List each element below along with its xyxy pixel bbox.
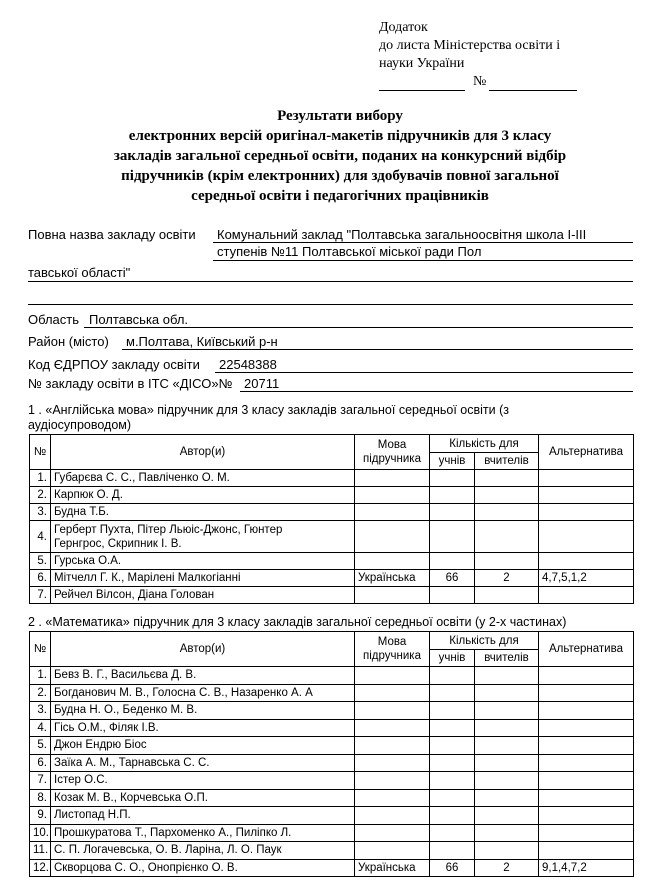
row-alt — [539, 754, 634, 772]
row-teachers — [475, 521, 539, 553]
row-students — [430, 521, 475, 553]
number-sign: № — [473, 74, 487, 89]
row-no: 2. — [30, 487, 51, 504]
row-author: Істер О.С. — [51, 772, 355, 790]
row-teachers — [475, 504, 539, 521]
col-alternative-header: Альтернатива — [539, 435, 634, 470]
table-row — [30, 737, 634, 755]
table-row — [30, 859, 634, 877]
addendum-line-3: науки України — [379, 56, 465, 71]
row-alt — [539, 553, 634, 570]
full-name-underline-2 — [213, 260, 633, 261]
row-lang — [355, 807, 430, 825]
row-lang — [355, 772, 430, 790]
title-line-4: підручників (крім електронних) для здобувачів повної загальної — [121, 168, 559, 184]
row-lang — [355, 487, 430, 504]
row-alt — [539, 470, 634, 487]
row-lang — [355, 684, 430, 702]
table-row — [30, 521, 634, 553]
blank-underline — [28, 304, 633, 305]
row-lang — [355, 587, 430, 604]
row-teachers — [475, 719, 539, 737]
row-no: 6. — [30, 570, 51, 587]
row-no: 12. — [30, 859, 51, 877]
row-teachers — [475, 587, 539, 604]
addendum-line-2: до листа Міністерства освіти і — [379, 38, 561, 53]
its-value: 20711 — [244, 376, 280, 391]
row-students: 66 — [430, 859, 475, 877]
row-author: Скворцова С. О., Онопрієнко О. В. — [51, 859, 355, 877]
addendum-number-line — [379, 74, 579, 92]
row-teachers: 2 — [475, 859, 539, 877]
row-lang — [355, 702, 430, 720]
row-author: Козак М. В., Корчевська О.П. — [51, 789, 355, 807]
row-alt — [539, 807, 634, 825]
row-no: 1. — [30, 667, 51, 685]
row-no: 7. — [30, 772, 51, 790]
edrpou-underline — [215, 372, 633, 373]
row-author: Мітчелл Г. К., Марілені Малкогіанні — [51, 570, 355, 587]
row-students — [430, 772, 475, 790]
addendum-title: Додаток — [379, 20, 428, 35]
row-teachers — [475, 772, 539, 790]
row-alt: 9,1,4,7,2 — [539, 859, 634, 877]
row-lang — [355, 737, 430, 755]
table-row — [30, 842, 634, 860]
lang-header-line-1: Мова — [377, 636, 407, 648]
col-language-header — [355, 435, 430, 470]
row-students — [430, 842, 475, 860]
table-row — [30, 772, 634, 790]
row-teachers: 2 — [475, 570, 539, 587]
table-row — [30, 702, 634, 720]
full-name-value-1: Комунальний заклад "Полтавська загальноосвітня школа І-ІІІ — [217, 227, 587, 242]
table-row — [30, 667, 634, 685]
row-alt — [539, 587, 634, 604]
row-author: Будна Н. О., Беденко М. В. — [51, 702, 355, 720]
lang-header-line-1: Мова — [377, 439, 407, 451]
row-students: 66 — [430, 570, 475, 587]
lang-header-line-2: підручника — [363, 650, 421, 662]
col-qty-header: Кількість для — [430, 632, 539, 650]
col-students-header: учнів — [430, 453, 475, 470]
row-lang — [355, 667, 430, 685]
district-value: м.Полтава, Київський р-н — [126, 334, 278, 349]
row-students — [430, 807, 475, 825]
row-students — [430, 667, 475, 685]
row-students — [430, 754, 475, 772]
row-author: С. П. Логачевська, О. В. Ларіна, Л. О. Паук — [51, 842, 355, 860]
addendum-block — [379, 19, 619, 73]
table-row — [30, 789, 634, 807]
title-line-2: електронних версій оригінал-макетів підручників для 3 класу — [128, 128, 552, 144]
table-row — [30, 824, 634, 842]
its-label: № закладу освіти в ІТС «ДІСО»№ — [28, 376, 233, 391]
row-no: 3. — [30, 702, 51, 720]
row-alt — [539, 737, 634, 755]
row-lang — [355, 719, 430, 737]
section-2-title — [28, 615, 638, 630]
table-row — [30, 807, 634, 825]
row-author: Богданович М. В., Голосна С. В., Назаренко А. А — [51, 684, 355, 702]
row-teachers — [475, 789, 539, 807]
date-blank — [379, 90, 465, 91]
row-students — [430, 587, 475, 604]
table-row — [30, 553, 634, 570]
col-qty-header: Кількість для — [430, 435, 539, 453]
row-no: 3. — [30, 504, 51, 521]
row-lang: Українська — [355, 859, 430, 877]
row-no: 8. — [30, 789, 51, 807]
table-row — [30, 470, 634, 487]
row-author: Джон Ендрю Біос — [51, 737, 355, 755]
row-students — [430, 702, 475, 720]
row-alt — [539, 487, 634, 504]
row-alt — [539, 824, 634, 842]
row-alt — [539, 702, 634, 720]
col-no-header: № — [30, 435, 51, 470]
row-students — [430, 487, 475, 504]
row-author: Бевз В. Г., Васильєва Д. В. — [51, 667, 355, 685]
full-name-value-2: ступенів №11 Полтавської міської ради Пол — [217, 244, 482, 259]
row-author: Губарєва С. С., Павліченко О. М. — [51, 470, 355, 487]
row-lang: Українська — [355, 570, 430, 587]
table-row — [30, 684, 634, 702]
district-label: Район (місто) — [28, 334, 109, 349]
col-language-header — [355, 632, 430, 667]
row-no: 10. — [30, 824, 51, 842]
full-name-value-3: тавської області" — [28, 265, 131, 280]
row-lang — [355, 754, 430, 772]
section-2-table — [29, 631, 634, 877]
section-1-title-line-1: 1 . «Англійська мова» підручник для 3 класу закладів загальної середньої освіти (з — [28, 403, 509, 417]
row-lang — [355, 553, 430, 570]
row-author: Заїка А. М., Тарнавська С. С. — [51, 754, 355, 772]
row-author: Гурська О.А. — [51, 553, 355, 570]
row-lang — [355, 504, 430, 521]
row-no: 5. — [30, 553, 51, 570]
row-lang — [355, 521, 430, 553]
row-teachers — [475, 470, 539, 487]
row-students — [430, 470, 475, 487]
row-lang — [355, 470, 430, 487]
row-alt — [539, 667, 634, 685]
row-alt — [539, 772, 634, 790]
table-header-row — [30, 632, 634, 650]
row-author: Гісь О.М., Філяк І.В. — [51, 719, 355, 737]
col-no-header: № — [30, 632, 51, 667]
row-teachers — [475, 824, 539, 842]
row-teachers — [475, 487, 539, 504]
table-header-row — [30, 435, 634, 453]
row-alt — [539, 719, 634, 737]
row-author: Будна Т.Б. — [51, 504, 355, 521]
section-1-title-line-2: аудіосупроводом) — [28, 418, 132, 432]
row-alt — [539, 842, 634, 860]
row-no: 6. — [30, 754, 51, 772]
row-students — [430, 789, 475, 807]
region-value: Полтавська обл. — [89, 312, 189, 327]
row-no: 4. — [30, 719, 51, 737]
row-alt — [539, 504, 634, 521]
row-author — [51, 521, 355, 553]
table-row — [30, 487, 634, 504]
district-underline — [122, 349, 633, 350]
row-teachers — [475, 754, 539, 772]
row-teachers — [475, 684, 539, 702]
row-no: 5. — [30, 737, 51, 755]
table-row — [30, 719, 634, 737]
row-alt — [539, 684, 634, 702]
row-lang — [355, 789, 430, 807]
row-students — [430, 504, 475, 521]
number-blank — [489, 90, 577, 91]
table-row — [30, 570, 634, 587]
edrpou-label: Код ЄДРПОУ закладу освіти — [28, 357, 200, 372]
title-line-5: середньої освіти і педагогічних працівників — [191, 188, 489, 204]
region-underline — [84, 327, 633, 328]
row-no: 11. — [30, 842, 51, 860]
row-teachers — [475, 737, 539, 755]
row-lang — [355, 842, 430, 860]
section-1-table — [29, 434, 634, 604]
row-author-line-1: Герберт Пухта, Пітер Льюіс-Джонс, Гюнтер — [54, 523, 283, 536]
its-underline — [240, 391, 633, 392]
section-1-title — [28, 403, 638, 433]
row-alt: 4,7,5,1,2 — [539, 570, 634, 587]
row-students — [430, 737, 475, 755]
title-line-1: Результати вибору — [277, 108, 403, 124]
row-no: 1. — [30, 470, 51, 487]
col-author-header: Автор(и) — [51, 632, 355, 667]
table-row — [30, 587, 634, 604]
title-line-3: закладів загальної середньої освіти, поданих на конкурсний відбір — [113, 148, 567, 164]
row-students — [430, 824, 475, 842]
row-author: Рейчел Вілсон, Діана Голован — [51, 587, 355, 604]
full-name-label: Повна назва закладу освіти — [28, 227, 196, 242]
col-teachers-header: вчителів — [475, 650, 539, 667]
row-alt — [539, 521, 634, 553]
row-teachers — [475, 702, 539, 720]
table-row — [30, 504, 634, 521]
col-teachers-header: вчителів — [475, 453, 539, 470]
lang-header-line-2: підручника — [363, 453, 421, 465]
row-alt — [539, 789, 634, 807]
row-teachers — [475, 667, 539, 685]
region-label: Область — [28, 312, 80, 327]
row-no: 7. — [30, 587, 51, 604]
row-author-line-2: Гернгрос, Скрипник І. В. — [54, 537, 182, 550]
col-students-header: учнів — [430, 650, 475, 667]
row-students — [430, 553, 475, 570]
col-author-header: Автор(и) — [51, 435, 355, 470]
row-no: 9. — [30, 807, 51, 825]
section-2-title-line-1: 2 . «Математика» підручник для 3 класу закладів загальної середньої освіти (у 2-х частинах) — [28, 615, 567, 629]
row-teachers — [475, 842, 539, 860]
edrpou-value: 22548388 — [219, 357, 277, 372]
col-alternative-header: Альтернатива — [539, 632, 634, 667]
row-students — [430, 684, 475, 702]
row-teachers — [475, 807, 539, 825]
table-row — [30, 754, 634, 772]
row-students — [430, 719, 475, 737]
row-author: Листопад Н.П. — [51, 807, 355, 825]
row-teachers — [475, 553, 539, 570]
document-title — [20, 106, 660, 206]
row-lang — [355, 824, 430, 842]
row-no: 2. — [30, 684, 51, 702]
row-author: Прошкуратова Т., Пархоменко А., Пиліпко Л. — [51, 824, 355, 842]
full-name-underline-3 — [28, 281, 633, 282]
row-author: Карпюк О. Д. — [51, 487, 355, 504]
row-no: 4. — [30, 521, 51, 553]
